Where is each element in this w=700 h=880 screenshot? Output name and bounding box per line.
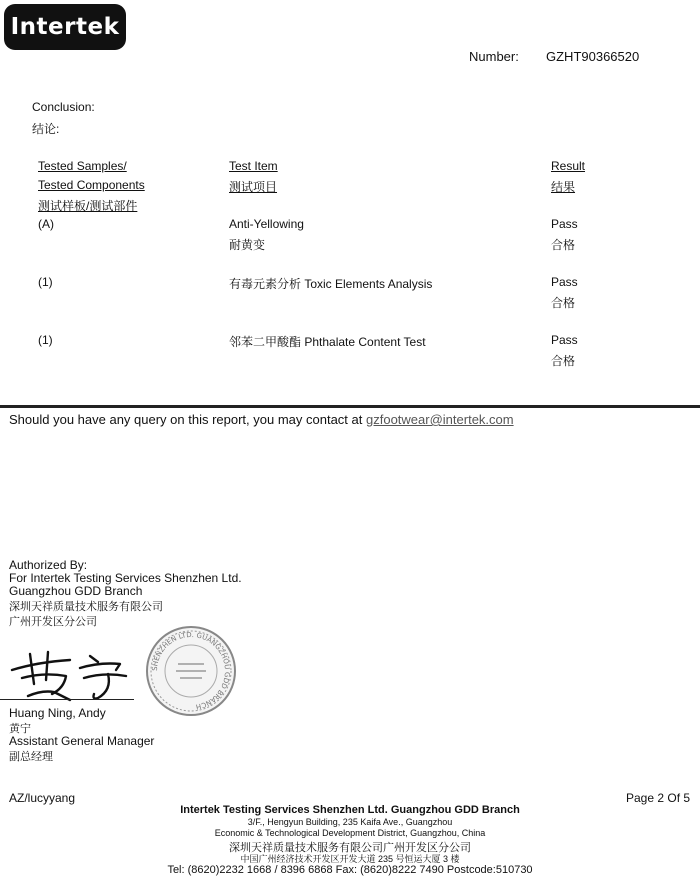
header-test-item-cn: 测试项目 <box>229 180 278 194</box>
row-sample: (1) <box>38 333 53 347</box>
row-result: Pass <box>551 217 578 231</box>
row-result-cn: 合格 <box>551 296 576 310</box>
header-test-item: Test Item <box>229 159 278 173</box>
signature-image <box>8 650 138 702</box>
signatory-name-cn: 黄宁 <box>9 723 31 735</box>
footer-address-2: Economic & Technological Development District, Guangzhou, China <box>214 828 486 838</box>
number-value: GZHT90366520 <box>546 49 640 64</box>
number-label: Number: <box>469 49 519 64</box>
signatory-title: Assistant General Manager <box>9 734 155 748</box>
seal-text: SHENZHEN LTD. GUANGZHOU GDD BRANCH <box>150 630 232 711</box>
row-test-item: Anti-Yellowing <box>229 217 304 231</box>
authorized-company-cn: 深圳天祥质量技术服务有限公司 <box>9 601 163 613</box>
row-test-item: 有毒元素分析 Toxic Elements Analysis <box>229 277 433 291</box>
row-sample: (A) <box>38 217 54 231</box>
footer-contact-line: Tel: (8620)2232 1668 / 8396 6868 Fax: (8620)8222 7490 Postcode:510730 <box>167 864 533 876</box>
row-test-item-cn: 耐黄变 <box>229 238 266 252</box>
page-number: Page 2 Of 5 <box>626 791 691 805</box>
authorized-company: For Intertek Testing Services Shenzhen Ltd. <box>9 571 242 585</box>
row-sample: (1) <box>38 275 53 289</box>
contact-email-link[interactable]: gzfootwear@intertek.com <box>366 412 514 427</box>
contact-line <box>9 412 514 427</box>
signatory-title-cn: 副总经理 <box>9 751 53 763</box>
section-divider <box>0 405 700 408</box>
authorized-label: Authorized By: <box>9 558 88 572</box>
row-result: Pass <box>551 333 578 347</box>
footer-company: Intertek Testing Services Shenzhen Ltd. Guangzhou GDD Branch <box>180 804 520 816</box>
header-result: Result <box>551 159 586 173</box>
contact-text: Should you have any query on this report, you may contact at <box>9 412 363 427</box>
company-seal <box>144 624 238 718</box>
conclusion-label-cn: 结论: <box>32 122 60 136</box>
row-test-item: 邻苯二甲酸酯 Phthalate Content Test <box>229 335 426 349</box>
footer-reference: AZ/lucyyang <box>9 791 76 805</box>
row-result-cn: 合格 <box>551 354 576 368</box>
logo-text: Intertek <box>10 14 120 40</box>
row-result-cn: 合格 <box>551 238 576 252</box>
footer-address-cn: 中国广州经济技术开发区开发大道 235 号恒运大厦 3 楼 <box>240 854 460 864</box>
footer-address-1: 3/F., Hengyun Building, 235 Kaifa Ave., Guangzhou <box>247 817 453 827</box>
signatory-name: Huang Ning, Andy <box>9 706 106 720</box>
conclusion-label: Conclusion: <box>32 100 95 114</box>
authorized-branch: Guangzhou GDD Branch <box>9 584 143 598</box>
header-samples-line1: Tested Samples/ <box>38 159 127 173</box>
signature-line <box>0 699 134 700</box>
authorized-branch-cn: 广州开发区分公司 <box>9 616 97 628</box>
row-result: Pass <box>551 275 578 289</box>
header-result-cn: 结果 <box>551 180 576 194</box>
intertek-logo <box>4 4 126 50</box>
header-samples-line2: Tested Components <box>38 178 145 192</box>
footer-company-cn: 深圳天祥质量技术服务有限公司广州开发区分公司 <box>229 842 471 854</box>
header-samples-cn: 测试样板/测试部件 <box>38 199 138 213</box>
